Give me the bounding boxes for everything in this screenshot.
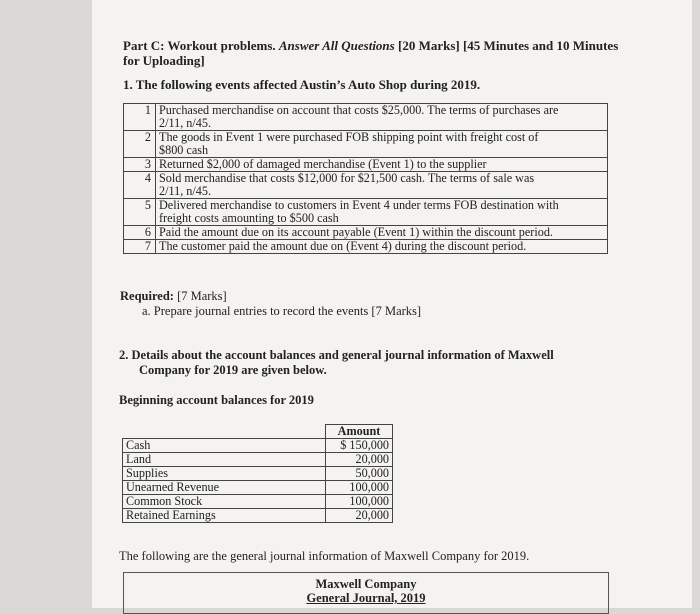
q2-heading-line1: 2. Details about the account balances and general journal information of Maxwell <box>119 348 554 362</box>
event-line: Delivered merchandise to customers in Event 4 under terms FOB destination with <box>159 198 559 212</box>
event-line: The goods in Event 1 were purchased FOB shipping point with freight cost of <box>159 130 539 144</box>
event-number: 4 <box>124 172 156 199</box>
events-table <box>123 103 608 254</box>
balance-row <box>123 481 393 495</box>
event-line: $800 cash <box>159 143 209 157</box>
event-row <box>124 131 608 158</box>
q1-heading: 1. The following events affected Austin’s Auto Shop during 2019. <box>123 77 481 92</box>
balance-amount: 100,000 <box>326 481 393 495</box>
balance-account: Supplies <box>123 467 326 481</box>
part-title-label: Part C: Workout problems. <box>123 38 276 53</box>
event-row <box>124 199 608 226</box>
event-line: Purchased merchandise on account that costs $25,000. The terms of purchases are <box>159 103 559 117</box>
q2-heading <box>119 348 554 378</box>
beginning-title: Beginning account balances for 2019 <box>119 393 314 407</box>
event-line: Sold merchandise that costs $12,000 for $21,500 cash. The terms of sale was <box>159 171 535 185</box>
part-title-rest: [20 Marks] [45 Minutes and 10 Minutes <box>397 38 619 53</box>
task-a: a. Prepare journal entries to record the events [7 Marks] <box>142 304 422 318</box>
event-number: 1 <box>124 104 156 131</box>
balance-account: Unearned Revenue <box>123 481 326 495</box>
event-number: 5 <box>124 199 156 226</box>
event-row <box>124 158 608 172</box>
part-title <box>123 38 663 68</box>
event-number: 6 <box>124 226 156 240</box>
event-description <box>156 158 608 172</box>
event-line: The customer paid the amount due on (Event 4) during the discount period. <box>159 239 527 253</box>
event-row <box>124 226 608 240</box>
event-row <box>124 172 608 199</box>
balance-account: Land <box>123 453 326 467</box>
event-line: 2/11, n/45. <box>159 116 212 130</box>
required-line <box>120 289 227 303</box>
event-description <box>156 240 608 254</box>
event-line: 2/11, n/45. <box>159 184 212 198</box>
required-marks: [7 Marks] <box>177 289 227 303</box>
event-description <box>156 104 608 131</box>
event-description <box>156 226 608 240</box>
balance-amount: 100,000 <box>326 495 393 509</box>
event-number: 3 <box>124 158 156 172</box>
journal-company: Maxwell Company <box>315 577 417 591</box>
balance-account: Common Stock <box>123 495 326 509</box>
balance-row <box>123 439 393 453</box>
part-title-line2: for Uploading] <box>123 53 205 68</box>
balances-table <box>122 424 393 523</box>
event-number: 2 <box>124 131 156 158</box>
balance-row <box>123 509 393 523</box>
journal-intro: The following are the general journal information of Maxwell Company for 2019. <box>119 549 530 563</box>
journal-title: General Journal, 2019 <box>306 591 426 605</box>
event-description <box>156 131 608 158</box>
balance-amount: $ 150,000 <box>326 439 393 453</box>
event-description <box>156 199 608 226</box>
balances-header-row <box>123 425 393 439</box>
balance-amount: 20,000 <box>326 509 393 523</box>
event-row <box>124 240 608 254</box>
balance-amount: 20,000 <box>326 453 393 467</box>
balance-account: Cash <box>123 439 326 453</box>
event-line: Paid the amount due on its account payable (Event 1) within the discount period. <box>159 225 553 239</box>
event-line: freight costs amounting to $500 cash <box>159 211 339 225</box>
balance-amount: 50,000 <box>326 467 393 481</box>
balance-row <box>123 467 393 481</box>
event-number: 7 <box>124 240 156 254</box>
balance-row <box>123 495 393 509</box>
q2-heading-line2: Company for 2019 are given below. <box>139 363 327 377</box>
event-line: Returned $2,000 of damaged merchandise (Event 1) to the supplier <box>159 157 487 171</box>
event-row <box>124 104 608 131</box>
balance-account: Retained Earnings <box>123 509 326 523</box>
event-description <box>156 172 608 199</box>
part-title-italic: Answer All Questions <box>278 38 395 53</box>
amount-header: Amount <box>326 425 393 439</box>
balance-row <box>123 453 393 467</box>
required-label: Required: <box>120 289 174 303</box>
